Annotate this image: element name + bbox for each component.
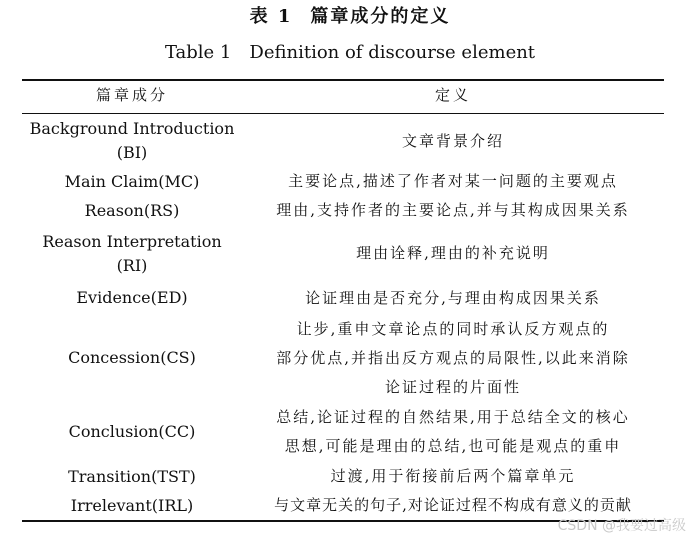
discourse-element-cell (22, 199, 242, 223)
element-name: Concession(CS) (68, 348, 196, 367)
table-body (22, 115, 664, 520)
discourse-element-cell (22, 420, 242, 444)
definition-line: 与文章无关的句子,对论证过程不构成有意义的贡献 (274, 496, 632, 514)
definition-cell (242, 196, 664, 225)
definition-line: 部分优点,并指出反方观点的局限性,以此来消除 (276, 348, 630, 367)
table-row (22, 225, 664, 282)
definition-line: 思想,可能是理由的总结,也可能是观点的重申 (284, 437, 622, 455)
definition-line: 理由诠释,理由的补充说明 (356, 244, 550, 262)
column-header-element: 篇章成分 (95, 86, 168, 104)
definition-line: 让步,重申文章论点的同时承认反方观点的 (296, 319, 610, 338)
definition-cell (242, 462, 664, 491)
table-label-chinese: 表 1 (249, 6, 293, 27)
element-abbreviation: (BI) (116, 143, 148, 162)
element-name: Conclusion(CC) (68, 422, 196, 441)
discourse-element-cell (22, 170, 242, 194)
element-abbreviation: (RI) (116, 255, 148, 275)
definition-cell (242, 403, 664, 461)
discourse-element-cell (22, 346, 242, 370)
discourse-element-cell (22, 286, 242, 310)
definition-line: 主要论点,描述了作者对某一问题的主要观点 (288, 172, 618, 190)
table-caption-chinese (0, 2, 700, 28)
element-name: Irrelevant(IRL) (70, 495, 194, 515)
discourse-element-cell (22, 465, 242, 489)
definition-line: 论证理由是否充分,与理由构成因果关系 (305, 288, 601, 307)
element-name: Background Introduction (29, 119, 235, 138)
element-name: Reason Interpretation (42, 231, 222, 251)
table-row (22, 115, 664, 167)
table-top-rule (22, 79, 664, 81)
definition-cell (242, 284, 664, 313)
definition-cell (242, 127, 664, 156)
discourse-element-cell (22, 494, 242, 518)
definition-line: 总结,论证过程的自然结果,用于总结全文的核心 (276, 408, 630, 426)
table-title-chinese: 篇章成分的定义 (310, 6, 451, 27)
table-header-rule (22, 113, 664, 114)
discourse-element-cell (22, 117, 242, 165)
element-name: Reason(RS) (84, 200, 180, 220)
definition-cell (242, 167, 664, 196)
definition-line: 论证过程的片面性 (384, 377, 521, 396)
definition-line: 文章背景介绍 (401, 131, 504, 150)
element-name: Evidence(ED) (76, 288, 188, 307)
table-row (22, 282, 664, 314)
table-row (22, 196, 664, 225)
table-row (22, 167, 664, 196)
table-title-english: Definition of discourse element (249, 42, 536, 63)
column-header-definition: 定义 (434, 86, 471, 104)
definition-cell (242, 239, 664, 268)
definition-line: 过渡,用于衔接前后两个篇章单元 (330, 467, 576, 485)
table-label-english: Table 1 (164, 42, 232, 63)
watermark: CSDN @我要过高级 (557, 518, 686, 534)
table-row (22, 402, 664, 462)
element-name: Transition(TST) (68, 466, 196, 486)
definition-line: 理由,支持作者的主要论点,并与其构成因果关系 (276, 201, 630, 219)
table-row (22, 314, 664, 402)
element-name: Main Claim(MC) (64, 171, 200, 191)
discourse-element-cell (22, 230, 242, 278)
definition-cell (242, 315, 664, 402)
table-row (22, 462, 664, 491)
table-caption-english (0, 42, 700, 63)
